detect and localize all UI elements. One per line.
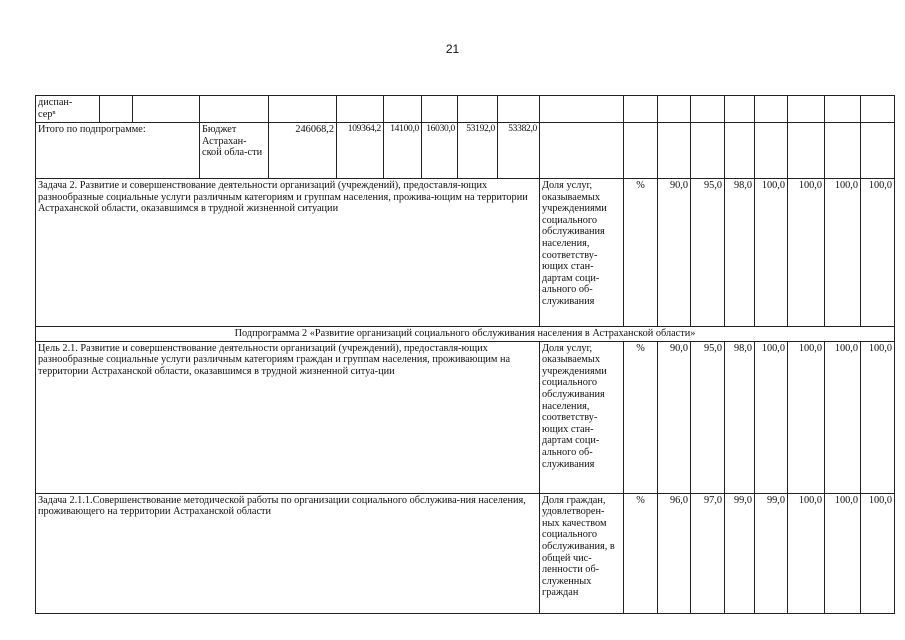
goal-2-1-value: 90,0 bbox=[658, 341, 691, 493]
total-value-year: 53192,0 bbox=[458, 123, 498, 179]
page-number: 21 bbox=[445, 42, 460, 56]
task-2-1-1-value: 99,0 bbox=[755, 493, 788, 613]
task-2-1-1-value: 99,0 bbox=[725, 493, 755, 613]
total-value-year: 14100,0 bbox=[384, 123, 422, 179]
goal-2-1-value: 100,0 bbox=[825, 341, 861, 493]
table-row-task-2-1-1 bbox=[36, 493, 895, 613]
task-2-value: 98,0 bbox=[725, 179, 755, 327]
total-value-year: 53382,0 bbox=[498, 123, 540, 179]
task-2-value: 100,0 bbox=[788, 179, 825, 327]
total-label: Итого по подпрограмме: bbox=[36, 123, 200, 179]
goal-2-1-value: 100,0 bbox=[755, 341, 788, 493]
total-value-year: 109364,2 bbox=[337, 123, 384, 179]
task-2-1-1-value: 100,0 bbox=[861, 493, 895, 613]
program-table bbox=[35, 95, 895, 614]
goal-2-1-value: 100,0 bbox=[861, 341, 895, 493]
table-row-goal-2-1 bbox=[36, 341, 895, 493]
task-2-unit: % bbox=[624, 179, 658, 327]
task-2-value: 90,0 bbox=[658, 179, 691, 327]
total-source: Бюджет Астрахан-ской обла-сти bbox=[200, 123, 269, 179]
task-2-1-1-value: 100,0 bbox=[788, 493, 825, 613]
total-value-sum: 246068,2 bbox=[269, 123, 337, 179]
goal-2-1-text: Цель 2.1. Развитие и совершенствование деятельности организаций (учреждений), предоставля-ющих разнообразные социальные услуги различным категориям граждан и группам населения, проживающим на территории Астраханской области, оказавшимся в трудной жизненной ситуа-ции bbox=[36, 341, 540, 493]
task-2-1-1-value: 96,0 bbox=[658, 493, 691, 613]
goal-2-1-value: 100,0 bbox=[788, 341, 825, 493]
task-2-1-1-text: Задача 2.1.1.Совершенствование методической работы по организации социального обслужива-ния населения, проживающего на территории Астраханской области bbox=[36, 493, 540, 613]
task-2-1-1-value: 100,0 bbox=[825, 493, 861, 613]
task-2-value: 95,0 bbox=[691, 179, 725, 327]
table-row-subprogram bbox=[36, 327, 895, 342]
goal-2-1-value: 98,0 bbox=[725, 341, 755, 493]
table-row-task-2 bbox=[36, 179, 895, 327]
table-row-dispanser bbox=[36, 96, 895, 123]
goal-2-1-indicator: Доля услуг, оказываемых учреждениями социального обслуживания населения, соответству-ющих стан-дартам соци-ального об-служивания bbox=[540, 341, 624, 493]
task-2-value: 100,0 bbox=[825, 179, 861, 327]
dispanser-label: диспан- серⁿ bbox=[36, 96, 100, 123]
task-2-text: Задача 2. Развитие и совершенствование деятельности организаций (учреждений), предоставля-ющих разнообразные социальные услуги различным категориям и группам населения, прожива-ющим на территории Астраханской области, оказавшимся в трудной жизненной ситуации bbox=[36, 179, 540, 327]
task-2-value: 100,0 bbox=[755, 179, 788, 327]
goal-2-1-value: 95,0 bbox=[691, 341, 725, 493]
table-row-total bbox=[36, 123, 895, 179]
total-value-year: 16030,0 bbox=[422, 123, 458, 179]
task-2-value: 100,0 bbox=[861, 179, 895, 327]
task-2-1-1-value: 97,0 bbox=[691, 493, 725, 613]
subprogram-title: Подпрограмма 2 «Развитие организаций социального обслуживания населения в Астраханской области» bbox=[36, 327, 895, 342]
task-2-1-1-indicator: Доля граждан, удовлетворен-ных качеством социального обслуживания, в общей чис-ленности об-служенных граждан bbox=[540, 493, 624, 613]
goal-2-1-unit: % bbox=[624, 341, 658, 493]
task-2-indicator: Доля услуг, оказываемых учреждениями социального обслуживания населения, соответству-ющих стан-дартам соци-ального об-служивания bbox=[540, 179, 624, 327]
task-2-1-1-unit: % bbox=[624, 493, 658, 613]
